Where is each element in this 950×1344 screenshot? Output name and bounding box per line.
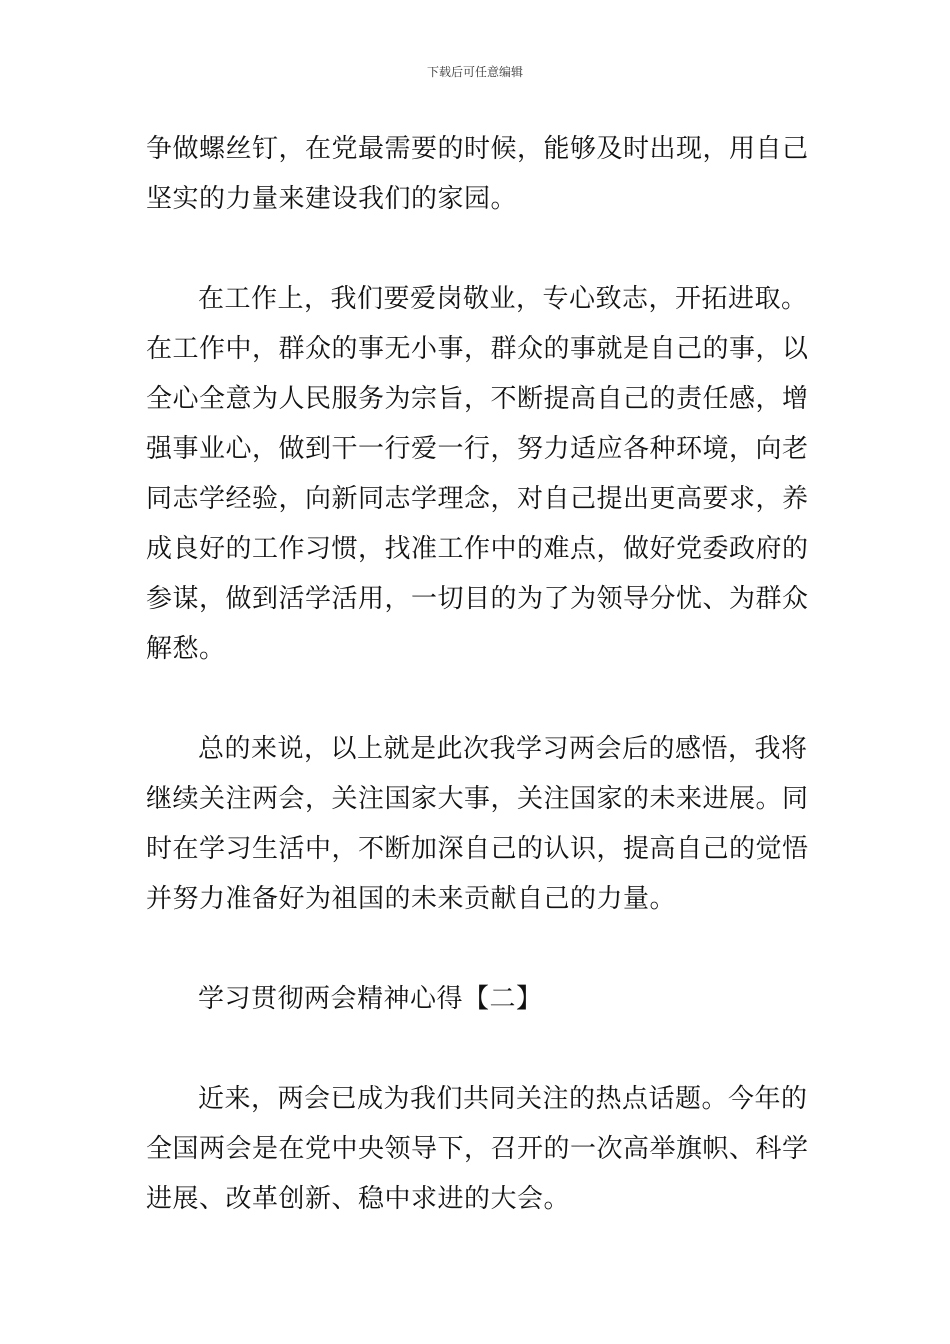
section-title: 学习贯彻两会精神心得【二】 <box>198 984 543 1014</box>
text-line: 同志学经验，向新同志学理念，对自己提出更高要求，养 <box>146 484 809 514</box>
document-body <box>146 124 809 1224</box>
paragraph-1 <box>146 124 809 224</box>
text-line: 时在学习生活中，不断加深自己的认识，提高自己的觉悟 <box>146 834 809 864</box>
text-line: 在工作中，群众的事无小事，群众的事就是自己的事，以 <box>146 334 809 364</box>
paragraph-3 <box>146 724 809 924</box>
paragraph-spacer <box>146 224 806 274</box>
text-line: 并努力准备好为祖国的未来贡献自己的力量。 <box>146 884 677 914</box>
paragraph-spacer <box>146 924 806 974</box>
text-line: 近来，两会已成为我们共同关注的热点话题。今年的 <box>198 1084 808 1114</box>
text-line: 强事业心，做到干一行爱一行，努力适应各种环境，向老 <box>146 434 809 464</box>
text-line: 成良好的工作习惯，找准工作中的难点，做好党委政府的 <box>146 534 809 564</box>
paragraph-2 <box>146 274 809 674</box>
paragraph-spacer <box>146 1024 806 1074</box>
text-line: 在工作上，我们要爱岗敬业，专心致志，开拓进取。 <box>198 284 808 314</box>
text-line: 总的来说，以上就是此次我学习两会后的感悟，我将 <box>198 734 808 764</box>
paragraph-spacer <box>146 674 806 724</box>
text-line: 解愁。 <box>146 634 226 664</box>
text-line: 坚实的力量来建设我们的家园。 <box>146 184 518 214</box>
text-line: 全心全意为人民服务为宗旨，不断提高自己的责任感，增 <box>146 384 809 414</box>
text-line: 参谋，做到活学活用，一切目的为了为领导分忧、为群众 <box>146 584 809 614</box>
section-heading <box>146 974 806 1024</box>
page-header: 下载后可任意编辑 <box>426 65 523 79</box>
text-line: 全国两会是在党中央领导下，召开的一次高举旗帜、科学 <box>146 1134 809 1164</box>
text-line: 继续关注两会，关注国家大事，关注国家的未来进展。同 <box>146 784 809 814</box>
text-line: 争做螺丝钉，在党最需要的时候，能够及时出现，用自己 <box>146 134 809 164</box>
text-line: 进展、改革创新、稳中求进的大会。 <box>146 1184 571 1214</box>
paragraph-4 <box>146 1074 809 1224</box>
